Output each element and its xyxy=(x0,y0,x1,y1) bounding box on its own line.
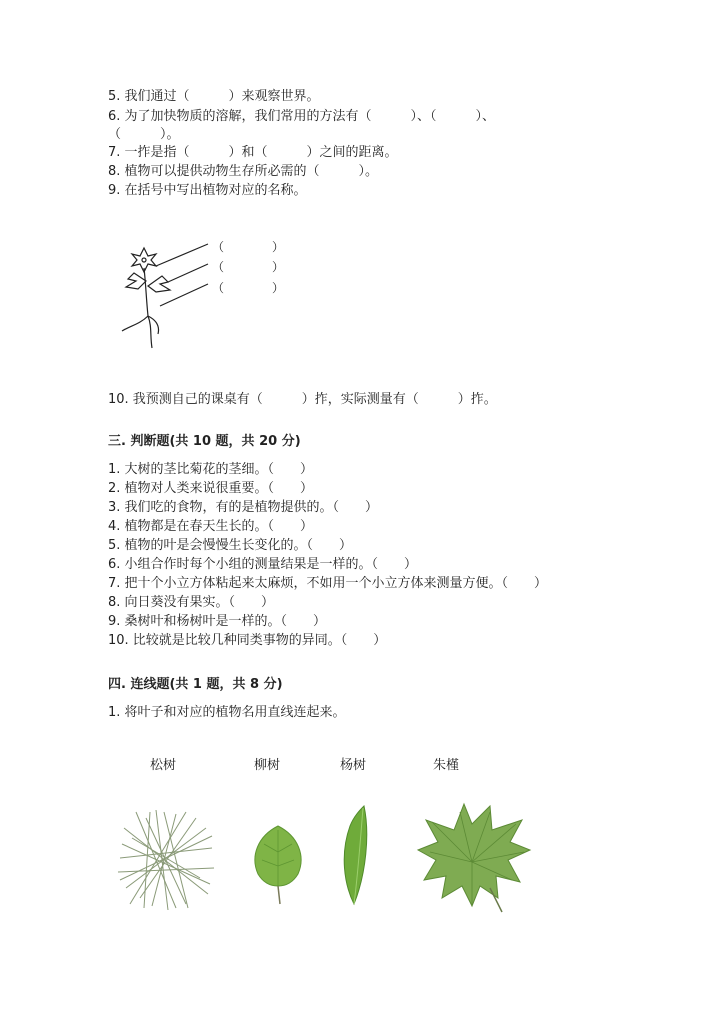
section-3-title: 三. 判断题(共 10 题，共 20 分) xyxy=(108,434,301,449)
judge-item-8: 8. 向日葵没有果实。（ ） xyxy=(108,595,275,610)
plant-name-hibiscus: 朱槿 xyxy=(433,758,460,773)
plant-name-willow: 柳树 xyxy=(254,758,281,773)
plant-bracket-2: （ ） xyxy=(212,260,285,274)
judge-item-6: 6. 小组合作时每个小组的测量结果是一样的。（ ） xyxy=(108,557,418,572)
poplar-leaf-image xyxy=(248,822,308,906)
pine-needles-image xyxy=(116,808,216,912)
judge-item-7: 7. 把十个小立方体粘起来太麻烦，不如用一个小立方体来测量方便。（ ） xyxy=(108,576,548,591)
question-9: 9. 在括号中写出植物对应的名称。 xyxy=(108,183,307,198)
judge-item-4: 4. 植物都是在春天生长的。（ ） xyxy=(108,519,314,534)
question-10: 10. 我预测自己的课桌有（ ）拃，实际测量有（ ）拃。 xyxy=(108,392,497,407)
judge-item-1: 1. 大树的茎比菊花的茎细。（ ） xyxy=(108,462,314,477)
question-8: 8. 植物可以提供动物生存所必需的（ ）。 xyxy=(108,164,379,179)
question-6-cont: （ ）。 xyxy=(108,127,180,142)
matching-instruction: 1. 将叶子和对应的植物名用直线连起来。 xyxy=(108,705,346,720)
section-4-title: 四. 连线题(共 1 题，共 8 分) xyxy=(108,677,283,692)
plant-name-pine: 松树 xyxy=(150,758,177,773)
plant-bracket-1: （ ） xyxy=(212,240,285,254)
plant-bracket-3: （ ） xyxy=(212,281,285,295)
hibiscus-leaf-image xyxy=(416,802,532,914)
question-7: 7. 一拃是指（ ）和（ ）之间的距离。 xyxy=(108,145,398,160)
judge-item-3: 3. 我们吃的食物，有的是植物提供的。（ ） xyxy=(108,500,379,515)
judge-item-5: 5. 植物的叶是会慢慢生长变化的。（ ） xyxy=(108,538,353,553)
judge-item-10: 10. 比较就是比较几种同类事物的异同。（ ） xyxy=(108,633,387,648)
judge-item-9: 9. 桑树叶和杨树叶是一样的。（ ） xyxy=(108,614,327,629)
question-6: 6. 为了加快物质的溶解，我们常用的方法有（ ）、（ ）、 xyxy=(108,109,496,124)
question-5: 5. 我们通过（ ）来观察世界。 xyxy=(108,89,320,104)
plant-name-poplar: 杨树 xyxy=(340,758,367,773)
judge-item-2: 2. 植物对人类来说很重要。（ ） xyxy=(108,481,314,496)
willow-leaf-image xyxy=(336,804,370,908)
